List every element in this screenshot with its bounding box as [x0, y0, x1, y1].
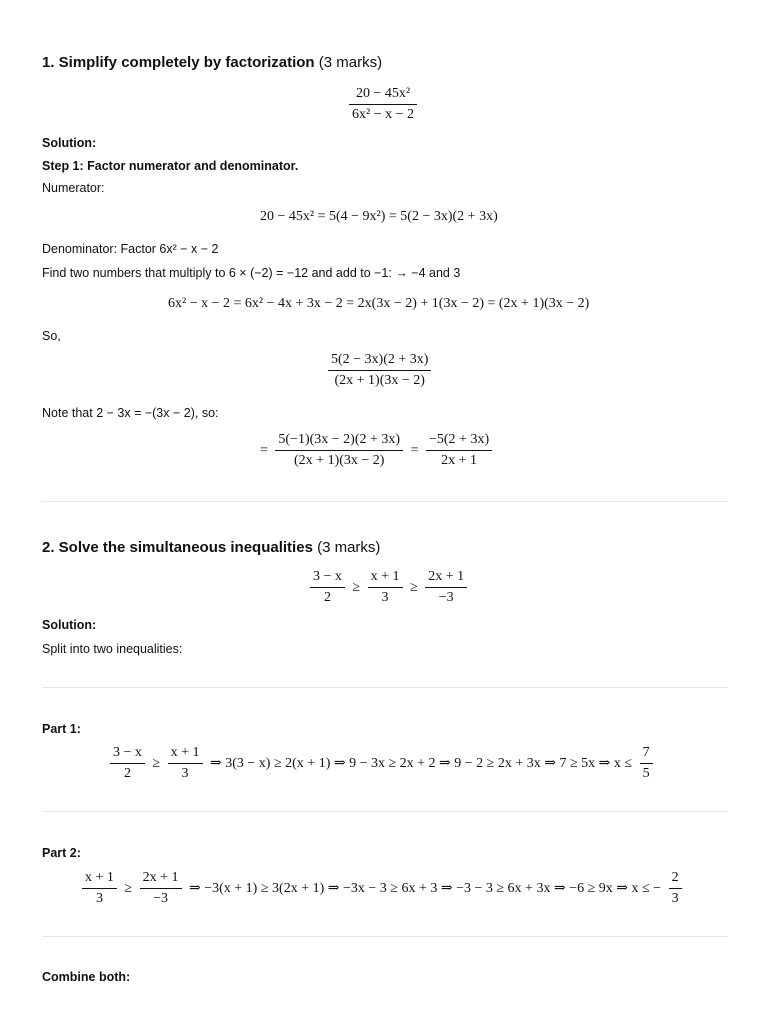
- q2-part2-lhs-denominator: 3: [95, 891, 103, 906]
- q2-part1-result-fraction: [640, 745, 653, 782]
- q2-ineq-denominator-3: −3: [438, 590, 454, 605]
- q1-numerator-equation: 20 − 45x² = 5(4 − 9x²) = 5(2 − 3x)(2 + 3x): [260, 209, 498, 224]
- q2-heading-text: 2. Solve the simultaneous inequalities: [42, 539, 313, 556]
- q1-marks: (3 marks): [318, 54, 383, 71]
- q1-final-denominator-2: 2x + 1: [441, 453, 477, 468]
- q2-part2-result-denominator: 3: [671, 891, 679, 906]
- q2-part2-lhs-numerator: x + 1: [82, 870, 117, 889]
- q2-ineq-numerator-3: 2x + 1: [425, 569, 467, 588]
- q1-expr-numerator: 20 − 45x²: [349, 86, 417, 105]
- q2-ineq-denominator-2: 3: [381, 590, 389, 605]
- q2-part2-chain: ⇒ −3(x + 1) ≥ 3(2x + 1) ⇒ −3x − 3 ≥ 6x + 3 ⇒ −3 − 3 ≥ 6x + 3x ⇒ −6 ≥ 9x ⇒ x ≤ −: [189, 881, 662, 896]
- q1-solution-label: Solution:: [42, 136, 97, 150]
- q2-marks: (3 marks): [317, 539, 381, 556]
- q2-part2-lhs-fraction: [82, 870, 117, 907]
- q1-find-numbers: Find two numbers that multiply to 6 × (−2) = −12 and add to −1: → −4 and 3: [42, 266, 461, 280]
- q2-solution-label: Solution:: [42, 618, 97, 632]
- q2-ineq-ge-2: ≥: [410, 579, 418, 595]
- section-divider-2: [42, 687, 728, 688]
- q2-part1-result-numerator: 7: [640, 745, 653, 764]
- q1-so-numerator: 5(2 − 3x)(2 + 3x): [328, 352, 431, 371]
- q2-part1-label: Part 1:: [42, 722, 81, 736]
- q2-ineq-numerator-2: x + 1: [368, 569, 403, 588]
- q1-so-label: So,: [42, 329, 61, 343]
- q1-final-expression: [258, 432, 494, 469]
- q1-expr-denominator: 6x² − x − 2: [352, 107, 414, 122]
- q2-part2-label: Part 2:: [42, 846, 81, 860]
- q2-part1-ge: ≥: [152, 755, 161, 771]
- q2-part2-result-fraction: [669, 870, 682, 907]
- q2-part1-chain: ⇒ 3(3 − x) ≥ 2(x + 1) ⇒ 9 − 3x ≥ 2x + 2 ⇒ 9 − 2 ≥ 2x + 3x ⇒ 7 ≥ 5x ⇒ x ≤: [210, 756, 633, 771]
- q2-split-text: Split into two inequalities:: [42, 642, 183, 656]
- section-divider-3: [42, 811, 728, 812]
- q2-ineq-fraction-3: [425, 569, 467, 606]
- q1-final-numerator-1: 5(−1)(3x − 2)(2 + 3x): [275, 432, 403, 451]
- q1-so-denominator: (2x + 1)(3x − 2): [334, 373, 425, 388]
- q1-denominator-equation: 6x² − x − 2 = 6x² − 4x + 3x − 2 = 2x(3x − 2) + 1(3x − 2) = (2x + 1)(3x − 2): [168, 296, 590, 311]
- q2-part2-expression: [80, 870, 684, 907]
- q2-part1-lhs-denominator: 2: [123, 766, 131, 781]
- q1-heading: [42, 54, 382, 71]
- q1-final-equals: =: [260, 442, 268, 458]
- q2-ineq-fraction-1: [310, 569, 345, 606]
- q2-part2-rhs-fraction: [140, 870, 182, 907]
- q2-part2-result-numerator: 2: [669, 870, 682, 889]
- q1-final-numerator-2: −5(2 + 3x): [426, 432, 492, 451]
- q1-final-fraction-1: [275, 432, 403, 469]
- q2-ineq-numerator-1: 3 − x: [310, 569, 345, 588]
- q2-part2-rhs-numerator: 2x + 1: [140, 870, 182, 889]
- q2-inequality: [308, 569, 469, 606]
- q1-final-fraction-2: [426, 432, 492, 469]
- q1-final-equals-2: =: [410, 442, 419, 458]
- section-divider-1: [42, 501, 728, 502]
- q1-expression: [347, 86, 419, 123]
- q1-expression-fraction: [349, 86, 417, 123]
- q1-so-fraction: [328, 352, 431, 389]
- q1-numerator-label: Numerator:: [42, 181, 105, 195]
- q2-heading: [42, 539, 380, 556]
- q2-part1-result-denominator: 5: [642, 766, 650, 781]
- q1-final-denominator-1: (2x + 1)(3x − 2): [294, 453, 385, 468]
- q2-part1-expression: [108, 745, 655, 782]
- q2-part1-lhs-numerator: 3 − x: [110, 745, 145, 764]
- q2-ineq-denominator-1: 2: [323, 590, 331, 605]
- q2-combine-label: Combine both:: [42, 970, 131, 984]
- section-divider-4: [42, 936, 728, 937]
- q2-part2-ge: ≥: [124, 880, 133, 896]
- q2-part1-lhs-fraction: [110, 745, 145, 782]
- q1-note: Note that 2 − 3x = −(3x − 2), so:: [42, 406, 219, 420]
- q1-so-expression: [326, 352, 433, 389]
- q2-part2-rhs-denominator: −3: [153, 891, 168, 906]
- q2-part1-rhs-denominator: 3: [181, 766, 189, 781]
- q1-heading-text: 1. Simplify completely by factorization: [42, 54, 315, 71]
- q1-denominator-label: Denominator: Factor 6x² − x − 2: [42, 242, 219, 256]
- q2-ineq-ge-1: ≥: [352, 579, 361, 595]
- q2-part1-rhs-fraction: [168, 745, 203, 782]
- q2-part1-rhs-numerator: x + 1: [168, 745, 203, 764]
- q1-step1: Step 1: Factor numerator and denominator.: [42, 159, 299, 173]
- q2-ineq-fraction-2: [368, 569, 403, 606]
